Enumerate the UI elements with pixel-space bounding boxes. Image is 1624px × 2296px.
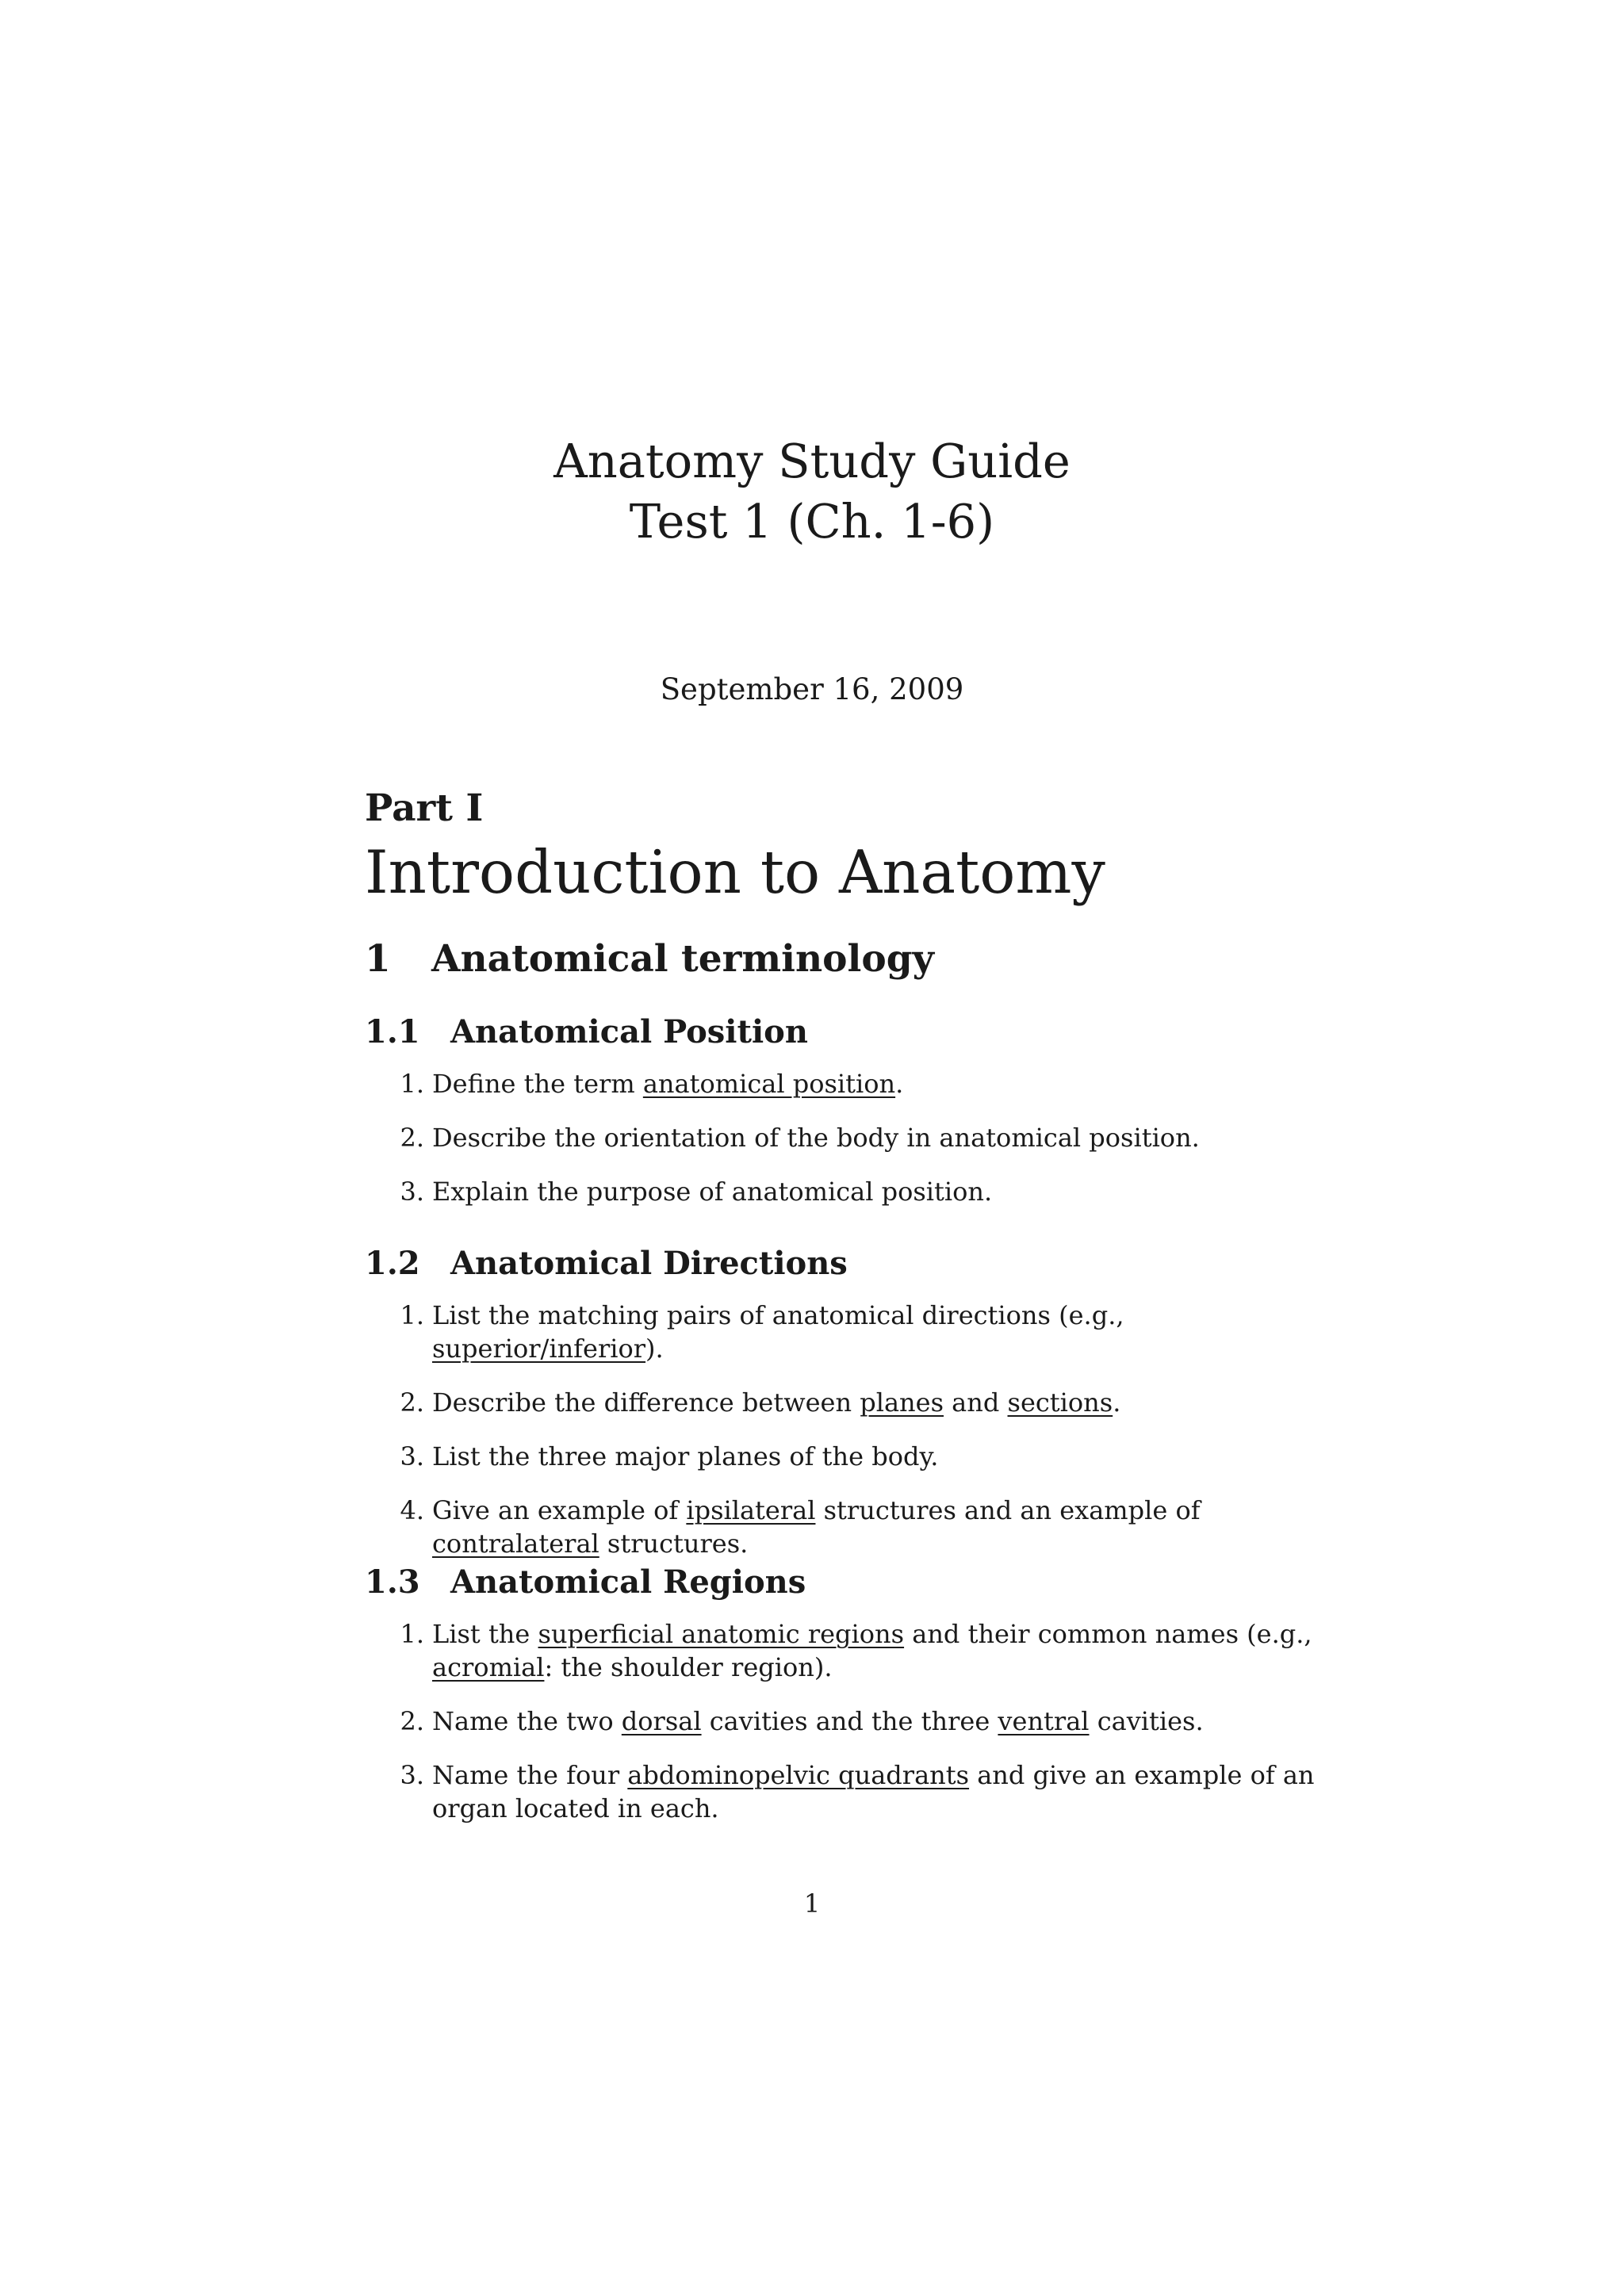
- document-date: September 16, 2009: [660, 672, 964, 706]
- subsection-heading: [365, 1562, 806, 1603]
- item-text: Explain the purpose of anatomical position.: [432, 1177, 993, 1207]
- subsection-heading: [365, 1012, 808, 1053]
- section-title: Anatomical terminology: [431, 937, 934, 981]
- item-text: .: [1113, 1387, 1121, 1418]
- item-number: 1.: [400, 1069, 424, 1099]
- key-term: ventral: [998, 1706, 1090, 1736]
- item-number: 1.: [400, 1619, 424, 1649]
- key-term: sections: [1007, 1387, 1113, 1418]
- question-list: [365, 1067, 1356, 1208]
- subsection-title: Anatomical Directions: [450, 1245, 848, 1282]
- subsection-title: Anatomical Regions: [450, 1563, 806, 1601]
- item-text: structures and an example of: [815, 1495, 1201, 1525]
- item-text: : the shoulder region).: [544, 1652, 833, 1682]
- subsection-number: 1.3: [365, 1563, 420, 1601]
- list-item: [365, 1440, 1356, 1473]
- item-text: List the matching pairs of anatomical directions (e.g.,: [432, 1300, 1124, 1330]
- list-item: [365, 1067, 1356, 1100]
- part-label: Part I: [365, 786, 484, 830]
- item-number: 2.: [400, 1123, 424, 1153]
- item-text: and: [944, 1387, 1008, 1418]
- subsection-title: Anatomical Position: [450, 1013, 808, 1050]
- document-subtitle: Test 1 (Ch. 1-6): [629, 494, 995, 549]
- question-list: [365, 1299, 1356, 1560]
- subsection-number: 1.2: [365, 1245, 420, 1282]
- item-number: 3.: [400, 1177, 424, 1207]
- item-text: List the three major planes of the body.: [432, 1441, 939, 1471]
- item-text: Describe the orientation of the body in anatomical position.: [432, 1123, 1200, 1153]
- item-text: List the: [432, 1619, 538, 1649]
- key-term: contralateral: [432, 1529, 599, 1559]
- item-text: Define the term: [432, 1069, 643, 1099]
- key-term: anatomical position: [642, 1069, 896, 1099]
- item-text: Describe the difference between: [432, 1387, 860, 1418]
- key-term: planes: [860, 1387, 944, 1418]
- key-term: abdominopelvic quadrants: [627, 1760, 970, 1790]
- list-item: [365, 1386, 1356, 1419]
- list-item: [365, 1705, 1356, 1738]
- section-heading: [365, 936, 934, 983]
- list-item: [365, 1758, 1356, 1825]
- item-text: ).: [645, 1334, 664, 1364]
- list-item: [365, 1299, 1356, 1365]
- list-item: [365, 1175, 1356, 1208]
- question-list: [365, 1617, 1356, 1825]
- key-term: superior/inferior: [432, 1334, 646, 1364]
- item-number: 3.: [400, 1760, 424, 1790]
- item-number: 1.: [400, 1300, 424, 1330]
- key-term: superficial anatomic regions: [538, 1619, 905, 1649]
- item-text: Give an example of: [432, 1495, 687, 1525]
- item-number: 2.: [400, 1387, 424, 1418]
- item-text: cavities.: [1089, 1706, 1204, 1736]
- item-number: 4.: [400, 1495, 424, 1525]
- item-text: cavities and the three: [701, 1706, 998, 1736]
- item-text: .: [895, 1069, 904, 1099]
- subsection-number: 1.1: [365, 1013, 420, 1050]
- list-item: [365, 1617, 1356, 1684]
- page-number: 1: [803, 1888, 821, 1919]
- item-text: Name the four: [432, 1760, 628, 1790]
- subsection-heading: [365, 1243, 848, 1284]
- item-text: and their common names (e.g.,: [904, 1619, 1312, 1649]
- key-term: dorsal: [621, 1706, 702, 1736]
- key-term: ipsilateral: [686, 1495, 816, 1525]
- item-text: Name the two: [432, 1706, 622, 1736]
- list-item: [365, 1494, 1356, 1560]
- part-title: Introduction to Anatomy: [365, 837, 1105, 907]
- item-text: structures.: [599, 1529, 749, 1559]
- item-number: 3.: [400, 1441, 424, 1471]
- document-title: Anatomy Study Guide: [553, 434, 1071, 488]
- section-number: 1: [365, 937, 391, 981]
- key-term: acromial: [432, 1652, 545, 1682]
- list-item: [365, 1121, 1356, 1154]
- item-text: and give an example of an organ located in each.: [432, 1760, 1315, 1823]
- item-number: 2.: [400, 1706, 424, 1736]
